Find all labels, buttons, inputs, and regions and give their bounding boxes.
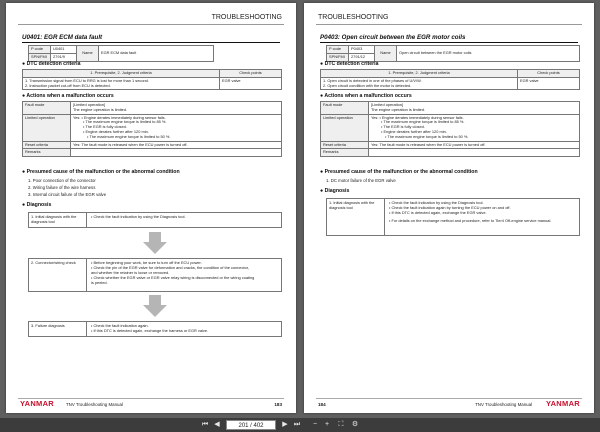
dtc-criteria: 1. Open circuit is detected in one of the phases of U/V/W. 2. Open circuit condition with the motor is detected. xyxy=(321,77,518,90)
limited-op-value: Yes: • Engine derates immediately during sensor fails. • The maximum engine torque is limited to 85 %. • The EGR is fully closed. • Engine derates further after 120 min. • The maximum engine torque is limited to 50 %. xyxy=(71,114,282,141)
name-value: EGR ECM data fault xyxy=(99,46,214,62)
name-label: Name xyxy=(375,46,397,62)
limited-op-label: Limited operation xyxy=(321,114,369,141)
down-arrow-icon xyxy=(143,295,167,317)
viewer-toolbar xyxy=(0,418,600,432)
dtc-col-check: Check points xyxy=(220,70,282,78)
diag-step-3-label: 3. Failure diagnosis xyxy=(29,322,87,336)
actions-table xyxy=(22,101,282,157)
dtc-heading: ● DTC detection criteria xyxy=(320,61,379,67)
actions-heading: ● Actions when a malfunction occurs xyxy=(22,93,114,99)
diag-step-1 xyxy=(326,198,580,236)
diag-step-2 xyxy=(28,258,282,292)
page-number: 184 xyxy=(318,402,326,407)
header-rule xyxy=(18,24,284,25)
yanmar-logo: YANMAR xyxy=(545,399,580,408)
reset-label: Reset criteria xyxy=(321,141,369,149)
next-page-icon[interactable]: ▶ xyxy=(282,421,288,428)
spn-value: 2791/12 xyxy=(349,53,375,61)
code-table xyxy=(326,45,580,62)
fault-mode-value: [Limited operation] The engine operation is limited. xyxy=(71,102,282,115)
dtc-check: EGR valve xyxy=(518,77,580,90)
page-number: 183 xyxy=(274,402,282,407)
page-header: TROUBLESHOOTING xyxy=(211,14,282,21)
limited-op-label: Limited operation xyxy=(23,114,71,141)
footer-text: TNV Troubleshooting Manual xyxy=(475,402,532,407)
footer-text: TNV Troubleshooting Manual xyxy=(66,402,123,407)
page-right xyxy=(304,3,594,413)
limited-op-value: Yes: • Engine derates immediately during sensor fails. • The maximum engine torque is limited to 85 %. • The EGR is fully closed. • Engine derates further after 120 min. • The maximum engine torque is limited to 50 %. xyxy=(369,114,580,141)
cause-item: 2. Wiring failure of the wire harness xyxy=(28,185,96,190)
diag-step-3-text: • Check the fault indication again. • If this DTC is detected again, exchange the harness or EGR valve. xyxy=(91,323,209,333)
code-table xyxy=(28,45,214,62)
diag-step-1-label: 1. Initial diagnosis with the diagnosis tool xyxy=(29,213,87,227)
diag-step-3 xyxy=(28,321,282,337)
diag-step-1-text: • Check the fault indication by using the Diagnosis tool. • Check the fault indication again by turning the ECU power on and off. • If this DTC is detected again, exchange the EGR valve. • For details on the exchange method and procedure, refer to Tier4 Off-engine service manual. xyxy=(389,200,552,223)
cause-item: 3. Internal circuit failure of the EGR valve xyxy=(28,192,107,197)
diag-step-1-label: 1. Initial diagnosis with the diagnosis tool xyxy=(327,199,385,235)
last-page-icon[interactable]: ⏭ xyxy=(293,421,301,428)
footer-rule xyxy=(316,398,582,399)
name-label: Name xyxy=(77,46,99,62)
footer-rule xyxy=(18,398,284,399)
remarks-value xyxy=(369,149,580,157)
reset-label: Reset criteria xyxy=(23,141,71,149)
diagnosis-heading: ● Diagnosis xyxy=(22,202,52,208)
reset-value: Yes: The fault mode is released when the ECU power is turned off. xyxy=(71,141,282,149)
diag-step-2-label: 2. Connector/wiring check xyxy=(29,259,87,291)
down-arrow-icon xyxy=(143,232,167,254)
dtc-table xyxy=(320,69,580,90)
diagnosis-heading: ● Diagnosis xyxy=(320,188,350,194)
settings-icon[interactable]: ⚙ xyxy=(351,421,359,428)
dtc-col-check: Check points xyxy=(518,70,580,78)
zoom-out-icon[interactable]: − xyxy=(312,421,318,428)
zoom-in-icon[interactable]: + xyxy=(324,421,330,428)
remarks-label: Remarks xyxy=(23,149,71,157)
page-header: TROUBLESHOOTING xyxy=(318,14,389,21)
fault-mode-label: Fault mode xyxy=(23,102,71,115)
actions-heading: ● Actions when a malfunction occurs xyxy=(320,93,412,99)
fault-mode-label: Fault mode xyxy=(321,102,369,115)
name-value: Open circuit between the EGR motor coils xyxy=(397,46,580,62)
dtc-check: EGR valve xyxy=(220,77,282,90)
cause-item: 1. DC motor failure of the EGR valve xyxy=(326,178,396,183)
dtc-col-criteria: 1. Prerequisite, 2. Judgment criteria xyxy=(23,70,220,78)
spn-label: SPN/FMI xyxy=(327,53,349,61)
page-number-field[interactable]: 201 / 402 xyxy=(226,420,276,430)
yanmar-logo: YANMAR xyxy=(20,399,55,408)
dtc-col-criteria: 1. Prerequisite, 2. Judgment criteria xyxy=(321,70,518,78)
diag-step-1 xyxy=(28,212,282,228)
remarks-value xyxy=(71,149,282,157)
cause-heading: ● Presumed cause of the malfunction or the abnormal condition xyxy=(22,169,180,175)
dtc-heading: ● DTC detection criteria xyxy=(22,61,81,67)
code-label: P code xyxy=(327,46,349,54)
code-value: P0403 xyxy=(349,46,375,54)
spn-label: SPN/FMI xyxy=(29,53,51,61)
reset-value: Yes: The fault mode is released when the ECU power is turned off. xyxy=(369,141,580,149)
page-left xyxy=(6,3,296,413)
prev-page-icon[interactable]: ◀ xyxy=(214,421,220,428)
header-rule xyxy=(316,24,582,25)
code-value: U0401 xyxy=(51,46,77,54)
diag-step-2-text: • Before beginning your work, be sure to turn off the ECU power. • Check the pin of the EGR valve for deformation and cracks, the condition of the connector, and whether the retainer is loose or removed. • Check whether the EGR valve or EGR valve relay wiring is disconnected or the wiring coating is peeled. xyxy=(91,260,255,285)
cause-heading: ● Presumed cause of the malfunction or the abnormal condition xyxy=(320,169,478,175)
remarks-label: Remarks xyxy=(321,149,369,157)
spn-value: 2791/9 xyxy=(51,53,77,61)
section-title: U0401: EGR ECM data fault xyxy=(22,34,280,43)
fit-icon[interactable]: ⛶ xyxy=(338,421,344,428)
first-page-icon[interactable]: ⏮ xyxy=(201,421,209,428)
cause-item: 1. Poor connection of the connector xyxy=(28,178,96,183)
dtc-criteria: 1. Transmission signal from ECU to RRG is lost for more than 1 second. 2. Instruction packet cut-off from ECU is detected. xyxy=(23,77,220,90)
fault-mode-value: [Limited operation] The engine operation is limited. xyxy=(369,102,580,115)
actions-table xyxy=(320,101,580,157)
dtc-table xyxy=(22,69,282,90)
code-label: P code xyxy=(29,46,51,54)
diag-step-1-text: • Check the fault indication by using the Diagnosis tool. xyxy=(91,214,186,219)
section-title: P0403: Open circuit between the EGR motor coils xyxy=(320,34,578,43)
